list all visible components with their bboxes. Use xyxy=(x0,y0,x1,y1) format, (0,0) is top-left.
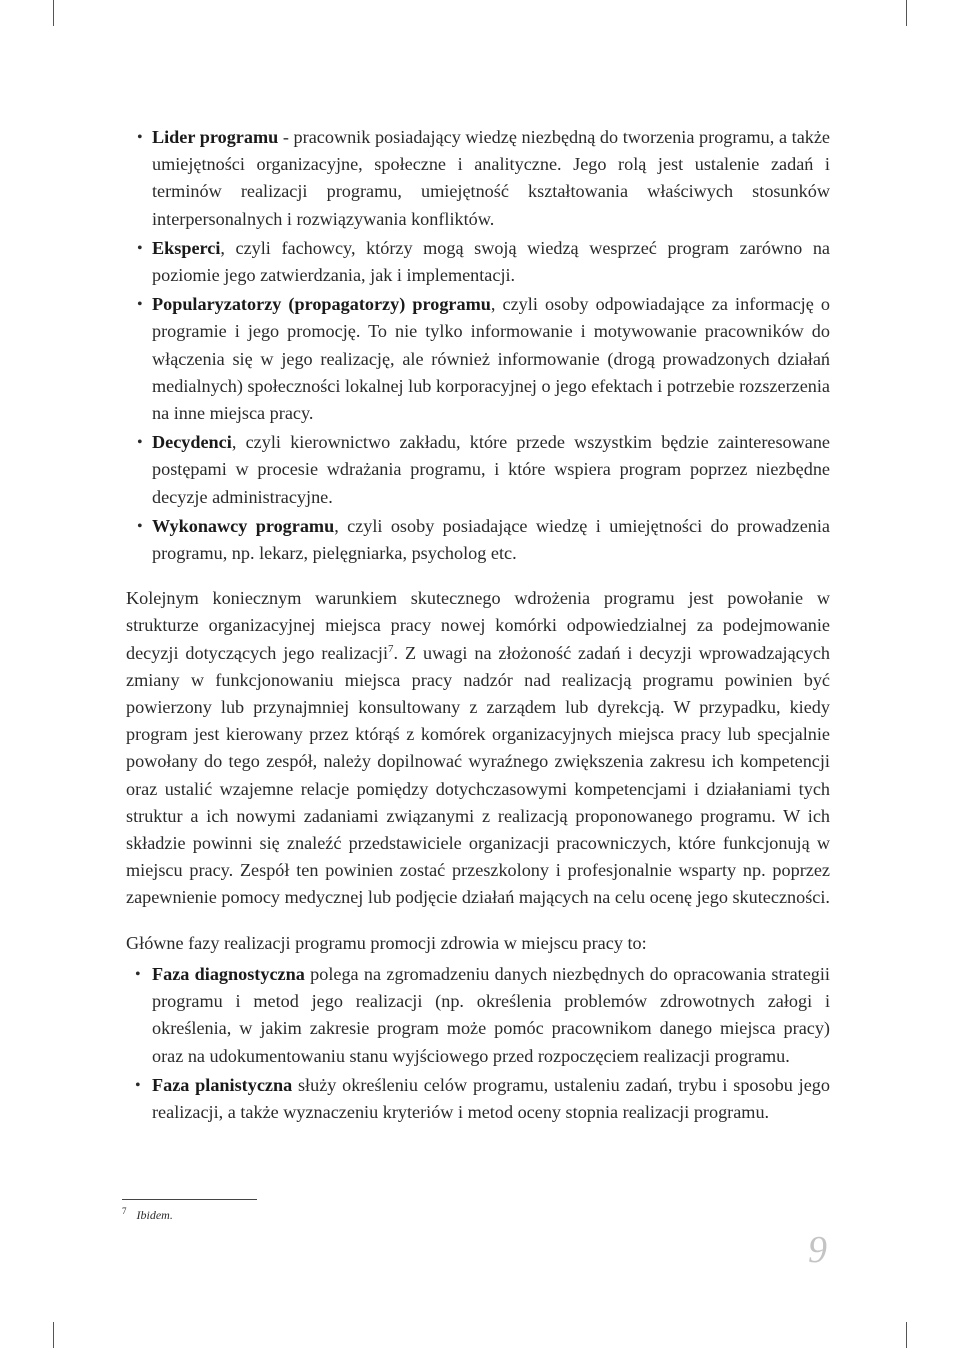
item-term: Faza diagnostyczna xyxy=(152,963,305,984)
bullet-icon: • xyxy=(137,129,143,146)
paragraph-text-start: Kolejnym koniecznym warunkiem skutecznego wdrożenia programu jest powołanie w strukturze organizacyjnej miejsca pracy nowej komórki odpowiedzialnej za podejmowanie decyzji dotyczących jego realizacji xyxy=(126,588,830,663)
item-text: służy określeniu celów programu, ustaleniu zadań, trybu i sposobu jego realizacji, a także wyznaczeniu kryteriów i metod oceny stopnia realizacji programu. xyxy=(152,1074,830,1122)
footnote-text: Ibidem. xyxy=(136,1208,173,1222)
bullet-icon: • xyxy=(137,296,143,314)
phases-intro: Główne fazy realizacji programu promocji zdrowia w miejscu pracy to: xyxy=(126,932,647,953)
item-term: Lider programu xyxy=(152,127,279,147)
item-term: Wykonawcy programu xyxy=(152,515,335,536)
crop-mark xyxy=(53,0,54,26)
list-item xyxy=(126,124,830,233)
footnote-reference: 7 xyxy=(388,642,394,655)
footnote-number: 7 xyxy=(122,1206,127,1216)
item-text: , czyli osoby odpowiadające za informację o programie i jego promocję. To nie tylko informowanie i motywowanie pracowników do włączenia się w jego realizację, ale również informowanie (drogą prowadzonych działań medialnych) społeczności lokalnej lub korporacyjnej o jego efektach i potrzebie rozszerzenia na inne miejsca pracy. xyxy=(152,294,830,424)
footnote-divider xyxy=(122,1199,257,1200)
item-term: Eksperci xyxy=(152,237,221,258)
item-text: - pracownik posiadający wiedzę niezbędną do tworzenia programu, a także umiejętności organizacyjne, społeczne i analityczne. Jego rolą jest ustalenie zadań i terminów realizacji programu, umiejętność kształtowania właściwych stosunków interpersonalnych i rozwiązywania konfliktów. xyxy=(152,127,831,229)
list-item xyxy=(126,235,830,289)
phases-list xyxy=(126,961,830,1126)
crop-mark xyxy=(53,1322,54,1348)
list-item xyxy=(126,291,830,427)
item-text: , czyli kierownictwo zakładu, które przede wszystkim będzie zainteresowane postępami w procesie wdrażania programu, i które wspiera program poprzez niezbędne decyzje administracyjne. xyxy=(152,432,830,507)
crop-mark xyxy=(906,1322,907,1348)
bullet-icon: • xyxy=(135,1076,141,1094)
page-body xyxy=(126,124,830,1128)
crop-mark xyxy=(906,0,907,26)
item-text: polega na zgromadzeniu danych niezbędnych do opracowania strategii programu i metod jego realizacji (np. określenia problemów zdrowotnych załogi i określenia, w jakim zakresie program może pomóc pracownikom danego miejsca pracy) oraz na udokumentowaniu stanu wyjściowego przed rozpoczęciem realizacji programu. xyxy=(152,963,830,1066)
bullet-icon: • xyxy=(137,239,143,257)
list-item xyxy=(126,961,830,1070)
bullet-icon: • xyxy=(137,434,143,452)
bullet-icon: • xyxy=(137,517,143,535)
paragraph-text-end: . Z uwagi na złożoność zadań i decyzji wprowadzających zmiany w funkcjonowaniu miejsca pracy nadzór nad realizacją programu powinien być powierzony lub przynajmniej konsultowany z zarządem lub dyrekcją. W przypadku, kiedy program jest kierowany przez którąś z komórek organizacyjnych miejsca pracy lub specjalnie powołany do tego zespół, należy dopilnować wyraźnego zwiększenia zakresu ich kompetencji oraz ustalić wzajemne relacje pomiędzy dotychczasowymi kompetencjami i działaniami tych struktur a ich nowymi zadaniami związanymi z realizacją proponowanego programu. W ich składzie powinni się znaleźć przedstawiciele organizacji pracowniczych, które funkcjonują w miejscu pracy. Zespół ten powinien zostać przeszkolony i profesjonalnie wsparty np. poprzez zapewnienie pomocy medycznej lub podjęcie działań mających na celu ocenę jego skuteczności. xyxy=(126,642,830,908)
footnote xyxy=(122,1203,173,1223)
bullet-icon: • xyxy=(135,965,141,983)
roles-list xyxy=(126,124,830,567)
list-item xyxy=(126,1072,830,1126)
item-text: , czyli osoby posiadające wiedzę i umiejętności do prowadzenia programu, np. lekarz, pielęgniarka, psycholog etc. xyxy=(152,515,830,564)
list-item xyxy=(126,429,830,511)
item-text: , czyli fachowcy, którzy mogą swoją wiedzą wesprzeć program zarówno na poziomie jego zatwierdzania, jak i implementacji. xyxy=(152,237,830,286)
item-term: Faza planistyczna xyxy=(152,1074,293,1095)
list-item xyxy=(126,513,830,567)
body-paragraph xyxy=(126,585,830,911)
page-number: 9 xyxy=(808,1229,827,1271)
item-term: Decydenci xyxy=(152,432,232,453)
item-term: Popularyzatorzy (propagatorzy) programu xyxy=(152,294,491,315)
